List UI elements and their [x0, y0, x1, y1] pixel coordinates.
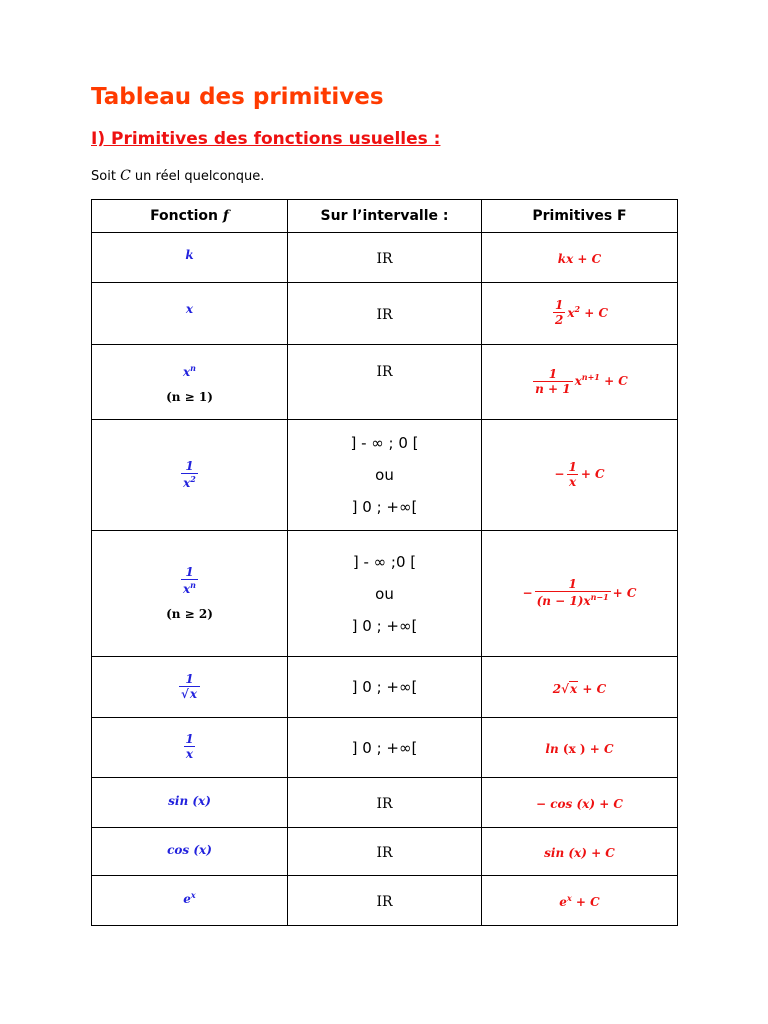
- fraction: $\frac{1}{2}$: [554, 298, 564, 328]
- interval-negative: ] - ∞ ;0 [: [352, 552, 417, 571]
- fraction: $\frac{1}{n + 1}$: [535, 366, 571, 396]
- table-row: [92, 718, 678, 778]
- fraction: $\frac{1}{x^n}$: [183, 565, 196, 597]
- header-intervalle: Sur l’intervalle :: [288, 200, 482, 233]
- table-row: [92, 283, 678, 345]
- table-row: [92, 657, 678, 718]
- table-row: [92, 778, 678, 828]
- intro-before: Soit: [91, 169, 116, 184]
- fraction: $\frac{1}{x^2}$: [183, 458, 196, 490]
- function-inv-x2: [179, 458, 200, 490]
- intro-after: un réel quelconque.: [134, 169, 265, 184]
- primitive-exp: $e^x + C$: [559, 893, 600, 909]
- primitives-table: [91, 199, 678, 926]
- cell-interval: [288, 718, 482, 778]
- fraction: $\frac{1}{x}$: [185, 732, 194, 762]
- section-title: I) Primitives des fonctions usuelles :: [91, 129, 441, 149]
- cell-function: [92, 420, 288, 531]
- table-row: [92, 420, 678, 531]
- cell-primitive: [482, 876, 678, 926]
- function-inv-x: [181, 732, 197, 762]
- cell-interval: [288, 657, 482, 718]
- primitive-cos: sin (x) + C: [544, 846, 615, 860]
- cell-primitive: [482, 828, 678, 876]
- table-row: [92, 876, 678, 926]
- cell-function: [92, 828, 288, 876]
- cell-interval: [288, 531, 482, 657]
- cell-primitive: [482, 283, 678, 345]
- function-cos: cos (x): [167, 843, 212, 857]
- intro-variable: C: [120, 168, 131, 184]
- primitive-xn: $\frac{1}{n + 1}$ $x^{n+1} + C$: [535, 366, 628, 396]
- function-exp: $e^x$: [183, 890, 196, 906]
- function-inv-xn: [92, 565, 287, 621]
- reals-symbol: IR: [376, 894, 393, 910]
- table-row: [92, 233, 678, 283]
- table-row: [92, 531, 678, 657]
- interval-positive: ] 0 ; +∞[: [351, 498, 418, 516]
- primitive-inv-x2: − $\frac{1}{x}$ + C: [554, 459, 605, 489]
- cell-interval: [288, 828, 482, 876]
- cell-function: [92, 876, 288, 926]
- cell-function: [92, 657, 288, 718]
- cell-function: [92, 718, 288, 778]
- cell-function: [92, 233, 288, 283]
- fraction: $\frac{1}{(n - 1)x^{n-1}}$: [536, 577, 609, 609]
- cell-primitive: [482, 345, 678, 420]
- table-row: [92, 345, 678, 420]
- cell-primitive: [482, 657, 678, 718]
- reals-symbol: IR: [376, 307, 393, 323]
- interval-or: ou: [375, 466, 394, 484]
- primitive-inv-x: ln (x ) + C: [545, 742, 614, 756]
- function-x: x: [185, 302, 194, 316]
- cell-interval: [288, 420, 482, 531]
- page-title: Tableau des primitives: [91, 84, 384, 110]
- cell-interval: [288, 345, 482, 420]
- interval-positive: ] 0 ; +∞[: [351, 738, 418, 757]
- interval-or: ou: [375, 584, 394, 603]
- reals-symbol: IR: [376, 251, 393, 267]
- cell-primitive: [482, 718, 678, 778]
- condition: (n ≥ 1): [166, 389, 213, 404]
- cell-function: [92, 283, 288, 345]
- interval-positive: ] 0 ; +∞[: [351, 678, 418, 696]
- cell-function: [92, 778, 288, 828]
- cell-function: [92, 531, 288, 657]
- interval-negative: ] - ∞ ; 0 [: [350, 434, 419, 452]
- intro-text: [91, 168, 264, 184]
- reals-symbol: IR: [376, 364, 393, 380]
- header-fonction: [92, 200, 288, 233]
- primitive-inv-xn: − $\frac{1}{(n - 1)x^{n-1}}$ + C: [522, 577, 637, 609]
- cell-interval: [288, 283, 482, 345]
- header-fonction-var: f: [222, 208, 229, 224]
- primitive-k: kx + C: [557, 252, 602, 266]
- cell-primitive: [482, 531, 678, 657]
- condition: (n ≥ 2): [166, 606, 213, 621]
- function-k: k: [185, 248, 194, 262]
- function-xn: $x^n$ (n ≥ 1): [92, 365, 287, 404]
- reals-symbol: IR: [376, 845, 393, 861]
- fraction: $\frac{1}{x}$: [568, 459, 577, 489]
- reals-symbol: IR: [376, 796, 393, 812]
- cell-primitive: [482, 233, 678, 283]
- cell-interval: [288, 233, 482, 283]
- cell-function: [92, 345, 288, 420]
- primitive-x: $\frac{1}{2}$ $x^2 + C$: [554, 298, 609, 328]
- function-sin: sin (x): [168, 794, 211, 808]
- cell-primitive: [482, 420, 678, 531]
- cell-interval: [288, 778, 482, 828]
- function-inv-sqrt: [177, 671, 202, 701]
- header-fonction-label: Fonction: [150, 208, 219, 224]
- interval-positive: ] 0 ; +∞[: [351, 616, 418, 635]
- table-row: [92, 828, 678, 876]
- primitive-sin: − cos (x) + C: [535, 797, 623, 811]
- primitive-inv-sqrt: 2√x + C: [552, 681, 607, 696]
- cell-primitive: [482, 778, 678, 828]
- fraction: $\frac{1}{√x}$: [179, 673, 200, 702]
- cell-interval: [288, 876, 482, 926]
- header-primitives: Primitives F: [482, 200, 678, 233]
- table-header-row: [92, 200, 678, 233]
